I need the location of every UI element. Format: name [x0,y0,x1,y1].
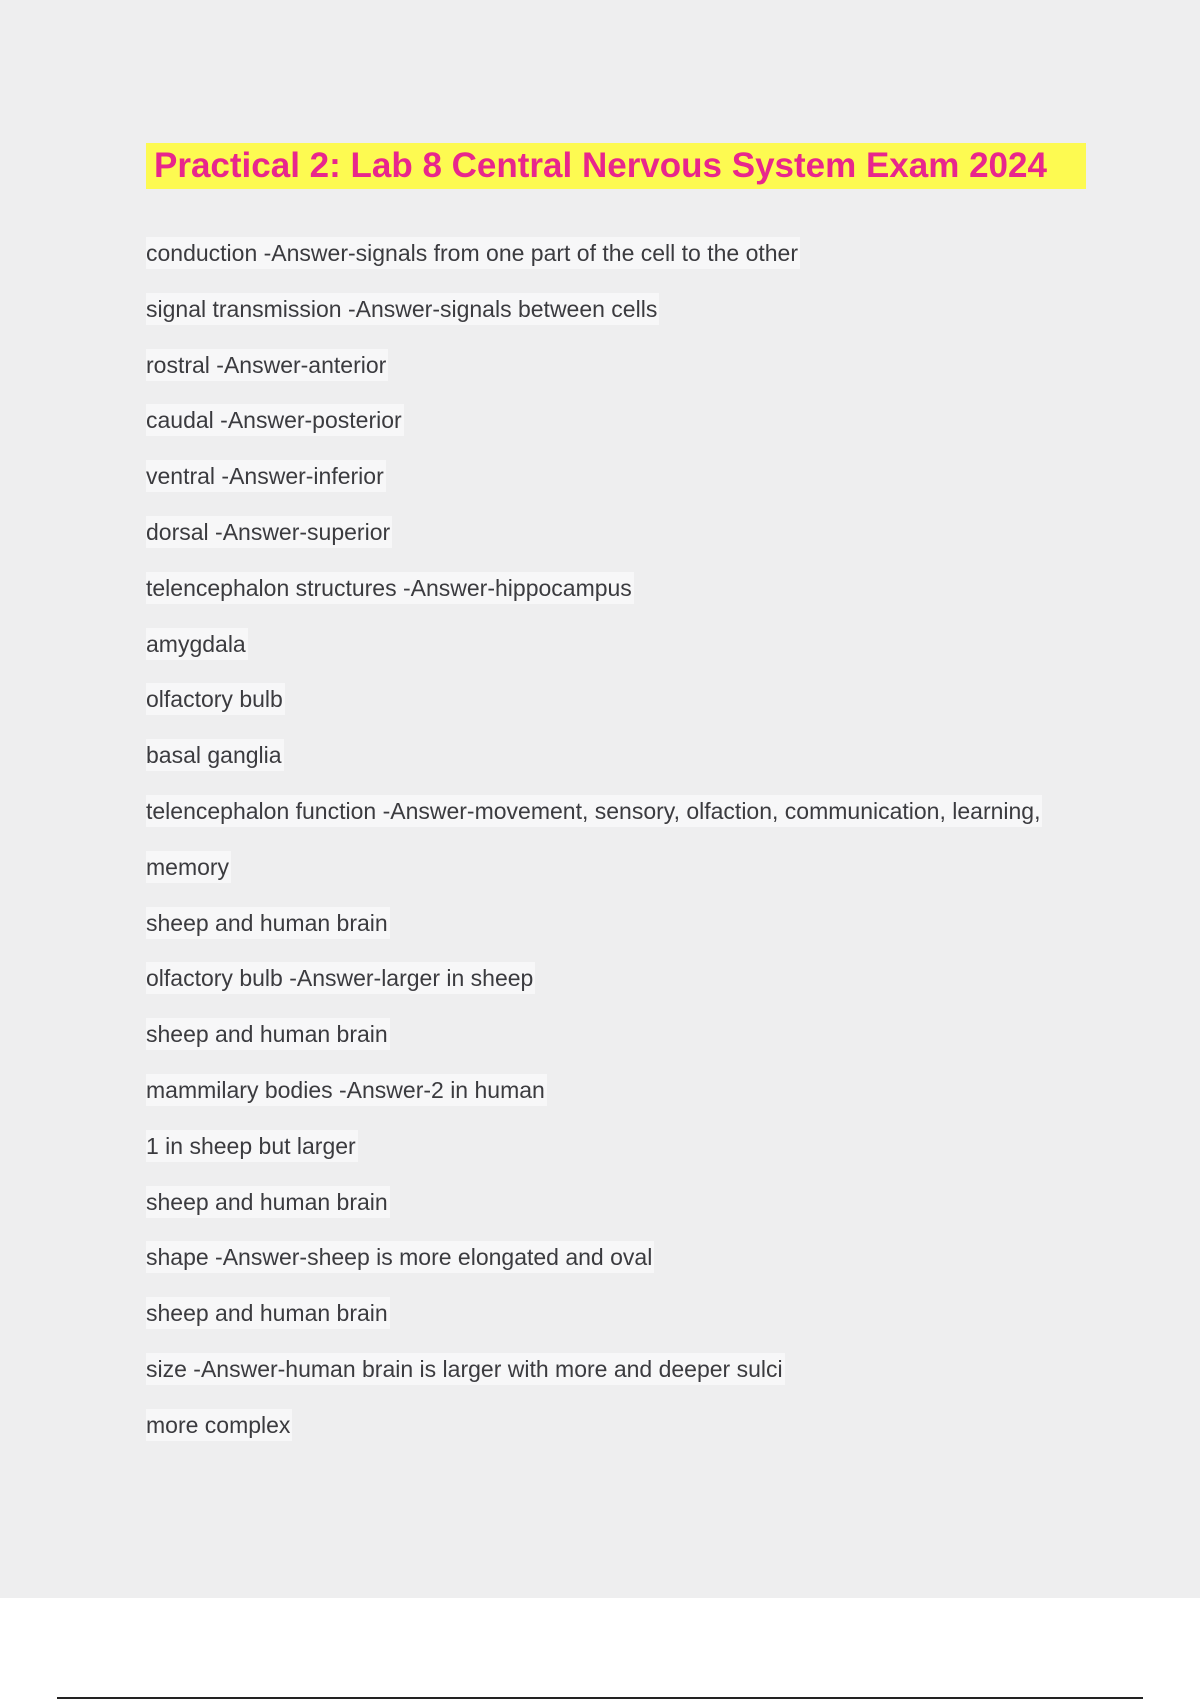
qa-line [146,739,1106,795]
qa-line-text: sheep and human brain [146,1297,390,1329]
qa-line-text: more complex [146,1409,292,1441]
qa-line [146,572,1106,628]
qa-line-text: sheep and human brain [146,1018,390,1050]
qa-line [146,907,1106,963]
qa-line-text: olfactory bulb [146,683,285,715]
qa-line-text: conduction -Answer-signals from one part of the cell to the other [146,237,800,269]
qa-line [146,404,1106,460]
qa-line [146,1297,1106,1353]
qa-line [146,1130,1106,1186]
qa-line-text: sheep and human brain [146,907,390,939]
qa-line [146,349,1106,405]
qa-line-text: mammilary bodies -Answer-2 in human [146,1074,547,1106]
qa-line-text: amygdala [146,628,248,660]
qa-list [146,237,1106,1465]
qa-line [146,237,1106,293]
page-title: Practical 2: Lab 8 Central Nervous System Exam 2024 [154,146,1047,185]
qa-line [146,516,1106,572]
qa-line-text: olfactory bulb -Answer-larger in sheep [146,962,535,994]
qa-line-text: ventral -Answer-inferior [146,460,386,492]
qa-line-text: sheep and human brain [146,1186,390,1218]
qa-line-text: caudal -Answer-posterior [146,404,404,436]
qa-line [146,795,1106,851]
qa-line [146,1186,1106,1242]
qa-line [146,1074,1106,1130]
footer-divider [57,1697,1143,1699]
qa-line [146,1241,1106,1297]
qa-line-text: dorsal -Answer-superior [146,516,392,548]
qa-line-text: signal transmission -Answer-signals between cells [146,293,659,325]
qa-line [146,1409,1106,1465]
qa-line [146,851,1106,907]
qa-line [146,293,1106,349]
qa-line [146,460,1106,516]
qa-line-text: telencephalon structures -Answer-hippocampus [146,572,634,604]
qa-line [146,628,1106,684]
qa-line-text: telencephalon function -Answer-movement, sensory, olfaction, communication, learning, [146,795,1042,827]
qa-line-text: 1 in sheep but larger [146,1130,358,1162]
qa-line-text: rostral -Answer-anterior [146,349,388,381]
qa-line [146,683,1106,739]
qa-line [146,1018,1106,1074]
qa-line [146,962,1106,1018]
qa-line-text: basal ganglia [146,739,284,771]
qa-line [146,1353,1106,1409]
qa-line-text: shape -Answer-sheep is more elongated and oval [146,1241,654,1273]
qa-line-text: memory [146,851,231,883]
qa-line-text: size -Answer-human brain is larger with more and deeper sulci [146,1353,785,1385]
